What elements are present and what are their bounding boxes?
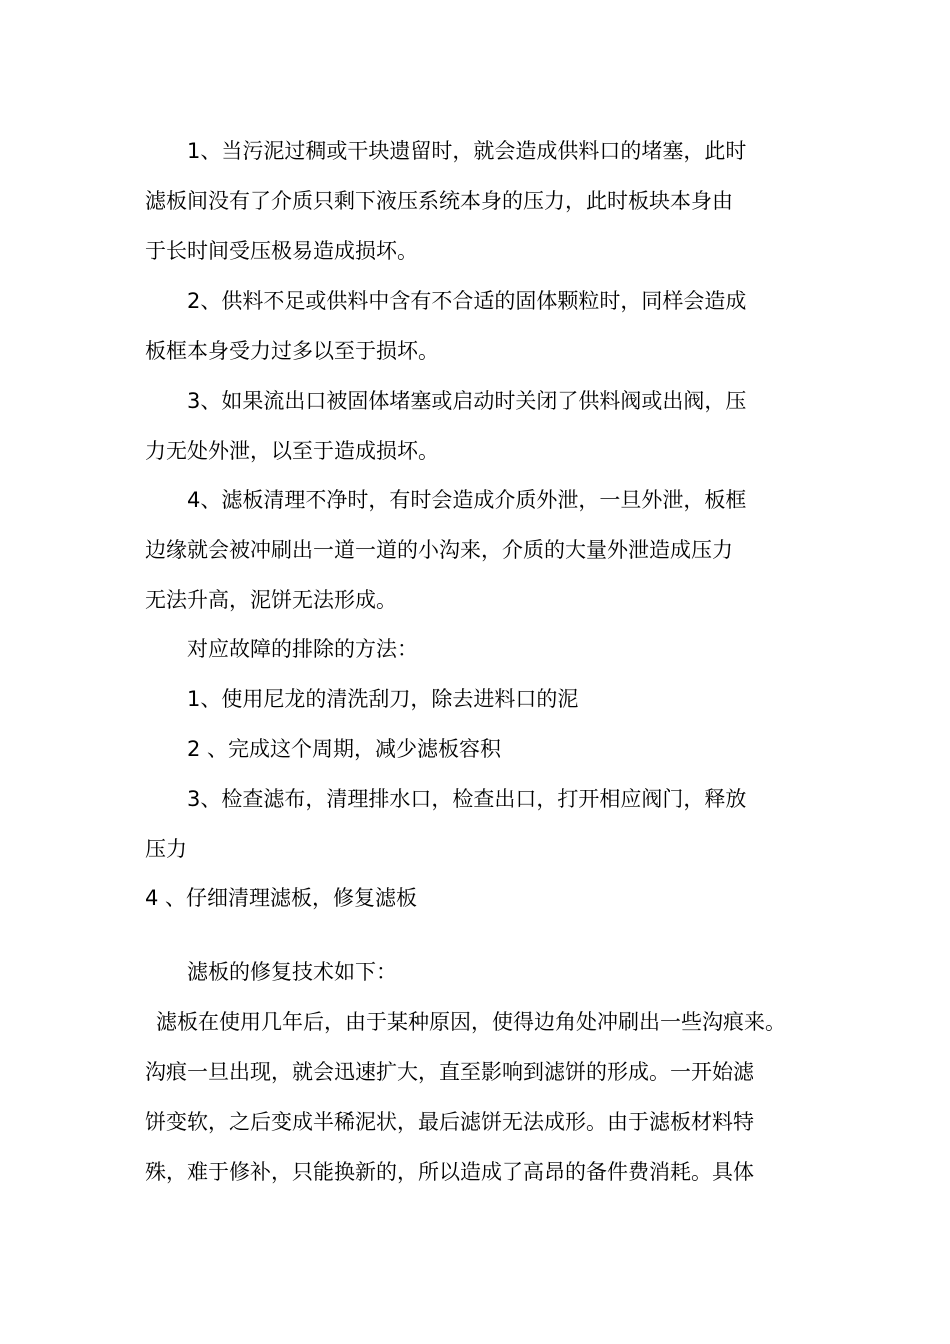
text-line: 2 、完成这个周期，减少滤板容积	[187, 737, 502, 761]
text-line: 饼变软，之后变成半稀泥状，最后滤饼无法成形。由于滤板材料特	[145, 1110, 754, 1134]
text-line: 3、检查滤布，清理排水口，检查出口，打开相应阀门，释放	[187, 787, 747, 811]
text-line: 滤板间没有了介质只剩下液压系统本身的压力，此时板块本身由	[145, 189, 733, 213]
section-heading: 滤板的修复技术如下：	[187, 960, 397, 984]
text-line: 2、供料不足或供料中含有不合适的固体颗粒时，同样会造成	[187, 289, 747, 313]
section-heading: 对应故障的排除的方法：	[187, 637, 418, 661]
text-line: 压力	[145, 837, 187, 861]
text-line: 滤板在使用几年后，由于某种原因，使得边角处冲刷出一些沟痕来。	[156, 1010, 786, 1034]
text-line: 殊，难于修补，只能换新的，所以造成了高昂的备件费消耗。具体	[145, 1160, 754, 1184]
text-line: 3、如果流出口被固体堵塞或启动时关闭了供料阀或出阀，压	[187, 389, 747, 413]
text-line: 边缘就会被冲刷出一道一道的小沟来，介质的大量外泄造成压力	[145, 538, 733, 562]
text-line: 1、使用尼龙的清洗刮刀，除去进料口的泥	[187, 687, 579, 711]
text-line: 1、当污泥过稠或干块遗留时，就会造成供料口的堵塞，此时	[187, 139, 747, 163]
text-line: 板框本身受力过多以至于损坏。	[145, 339, 439, 363]
text-line: 4、滤板清理不净时，有时会造成介质外泄，一旦外泄，板框	[187, 488, 747, 512]
text-line: 于长时间受压极易造成损坏。	[145, 239, 418, 263]
text-line: 无法升高，泥饼无法形成。	[145, 588, 397, 612]
text-line: 沟痕一旦出现，就会迅速扩大，直至影响到滤饼的形成。一开始滤	[145, 1060, 754, 1084]
text-line: 力无处外泄，以至于造成损坏。	[145, 439, 439, 463]
text-line: 4 、仔细清理滤板，修复滤板	[145, 886, 418, 910]
